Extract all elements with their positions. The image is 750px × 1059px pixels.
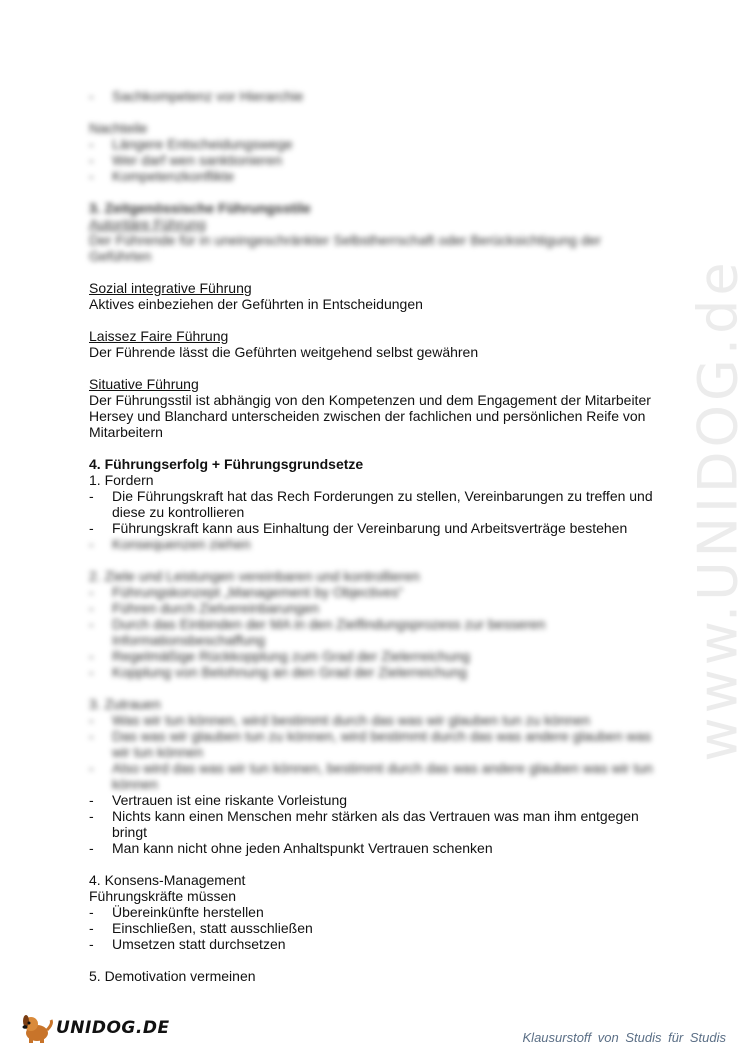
bullet-dash: - xyxy=(89,760,94,776)
list-item xyxy=(89,136,664,152)
text-line: Führungskräfte müssen xyxy=(89,888,237,904)
list-item-text: Übereinkünfte herstellen xyxy=(112,904,264,920)
spacer xyxy=(89,312,664,328)
text-line: Der Führende lässt die Geführten weitgehend selbst gewähren xyxy=(89,344,479,360)
text-line: 1. Fordern xyxy=(89,472,154,488)
text-line: 4. Konsens-Management xyxy=(89,872,246,888)
list-item xyxy=(89,520,664,536)
list-item xyxy=(89,152,664,168)
text-line: Aktives einbeziehen der Geführten in Entscheidungen xyxy=(89,296,423,312)
bullet-dash: - xyxy=(89,616,94,632)
list-item xyxy=(89,664,664,680)
text-line: Geführten xyxy=(89,248,152,264)
text-line: 3. Zutrauen xyxy=(89,696,161,712)
unidog-logo[interactable] xyxy=(20,1012,170,1044)
bullet-dash: - xyxy=(89,904,94,920)
spacer xyxy=(89,184,664,200)
list-item xyxy=(89,600,664,616)
list-item-text: Das was wir glauben tun zu können, wird bestimmt durch das was andere glauben was wir tun können xyxy=(112,728,652,760)
bullet-dash: - xyxy=(89,584,94,600)
list-item-text: Also wird das was wir tun können, bestimmt durch das was andere glauben was wir tun können xyxy=(112,760,653,792)
list-item-text: Vertrauen ist eine riskante Vorleistung xyxy=(112,792,348,808)
blurred-section-mid xyxy=(89,536,664,792)
list-item-text: Wer darf wen sanktionieren xyxy=(112,152,283,168)
list-item xyxy=(89,840,664,856)
bullet-dash: - xyxy=(89,648,94,664)
logo-wordmark: UNIDOG.DE xyxy=(56,1018,170,1038)
spacer xyxy=(89,952,664,968)
list-item xyxy=(89,584,664,600)
document-body xyxy=(89,88,664,984)
subheading: Situative Führung xyxy=(89,376,199,392)
text-line: 2. Ziele und Leistungen vereinbaren und kontrollieren xyxy=(89,568,420,584)
list-item xyxy=(89,904,664,920)
list-item-text: Durch das Einbinden der MA in den Zielfindungsprozess zur besseren Informationsbeschaffung xyxy=(112,616,546,648)
dog-icon xyxy=(20,1012,54,1044)
list-item-text: Nichts kann einen Menschen mehr stärken als das Vertrauen was man ihm entgegen bringt xyxy=(112,808,639,840)
bullet-dash: - xyxy=(89,88,94,104)
bullet-dash: - xyxy=(89,840,94,856)
visible-section-bottom xyxy=(89,792,664,984)
list-item xyxy=(89,792,664,808)
subheading: Autoritäre Führung xyxy=(89,216,206,232)
list-item-text: Regelmäßige Rückkopplung zum Grad der Zielerreichung xyxy=(112,648,470,664)
bullet-dash: - xyxy=(89,808,94,824)
bullet-dash: - xyxy=(89,152,94,168)
list-item-text: Führungskonzept „Management by Objectives“ xyxy=(112,584,404,600)
list-item-text: Sachkompetenz vor Hierarchie xyxy=(112,88,304,104)
list-item xyxy=(89,920,664,936)
list-item xyxy=(89,616,664,648)
watermark-text: www.UNIDOG.de xyxy=(686,258,750,762)
bullet-dash: - xyxy=(89,664,94,680)
list-item xyxy=(89,760,664,792)
list-item xyxy=(89,936,664,952)
list-item xyxy=(89,712,664,728)
blurred-section-top xyxy=(89,88,664,264)
spacer xyxy=(89,552,664,568)
spacer xyxy=(89,440,664,456)
bullet-dash: - xyxy=(89,488,94,504)
list-item-text: Was wir tun können, wird bestimmt durch das was wir glauben tun zu können xyxy=(112,712,591,728)
list-item xyxy=(89,168,664,184)
bullet-dash: - xyxy=(89,712,94,728)
list-item xyxy=(89,88,664,104)
list-item xyxy=(89,536,664,552)
list-item-text: Konsequenzen ziehen xyxy=(112,536,251,552)
spacer xyxy=(89,856,664,872)
subheading: Sozial integrative Führung xyxy=(89,280,252,296)
bullet-dash: - xyxy=(89,936,94,952)
list-item-text: Längere Entscheidungswege xyxy=(112,136,293,152)
list-item-text: Führen durch Zielvereinbarungen xyxy=(112,600,320,616)
list-item xyxy=(89,728,664,760)
text-line: Mitarbeitern xyxy=(89,424,163,440)
spacer xyxy=(89,360,664,376)
bullet-dash: - xyxy=(89,136,94,152)
list-item-text: Einschließen, statt ausschließen xyxy=(112,920,313,936)
list-item-text: Man kann nicht ohne jeden Anhaltspunkt Vertrauen schenken xyxy=(112,840,493,856)
footer-claim: Klausurstoff von Studis für Studis xyxy=(522,1030,726,1045)
spacer xyxy=(89,264,664,280)
list-item xyxy=(89,488,664,520)
section-heading: 3. Zeitgenössische Führungsstile xyxy=(89,200,311,216)
list-item-text: Kopplung von Belohnung an den Grad der Zielerreichung xyxy=(112,664,467,680)
visible-section-mid xyxy=(89,264,664,536)
bullet-dash: - xyxy=(89,536,94,552)
bullet-dash: - xyxy=(89,600,94,616)
bullet-dash: - xyxy=(89,728,94,744)
bullet-dash: - xyxy=(89,792,94,808)
text-line: 5. Demotivation vermeinen xyxy=(89,968,256,984)
list-item-text: Kompetenzkonflikte xyxy=(112,168,235,184)
text-line: Nachteile xyxy=(89,120,148,136)
text-line: Hersey und Blanchard unterscheiden zwischen der fachlichen und persönlichen Reife von xyxy=(89,408,646,424)
list-item xyxy=(89,648,664,664)
bullet-dash: - xyxy=(89,520,94,536)
bullet-dash: - xyxy=(89,920,94,936)
list-item xyxy=(89,808,664,840)
bullet-dash: - xyxy=(89,168,94,184)
list-item-text: Die Führungskraft hat das Rech Forderungen zu stellen, Vereinbarungen zu treffen und diese zu kontrollieren xyxy=(112,488,653,520)
text-line: Der Führungsstil ist abhängig von den Kompetenzen und dem Engagement der Mitarbeiter xyxy=(89,392,651,408)
section-heading: 4. Führungserfolg + Führungsgrundsetze xyxy=(89,456,364,472)
text-line: Der Führende für in uneingeschränkter Selbstherrschaft oder Berücksichtigung der xyxy=(89,232,602,248)
subheading: Laissez Faire Führung xyxy=(89,328,229,344)
list-item-text: Führungskraft kann aus Einhaltung der Vereinbarung und Arbeitsverträge bestehen xyxy=(112,520,628,536)
spacer xyxy=(89,104,664,120)
spacer xyxy=(89,680,664,696)
list-item-text: Umsetzen statt durchsetzen xyxy=(112,936,286,952)
